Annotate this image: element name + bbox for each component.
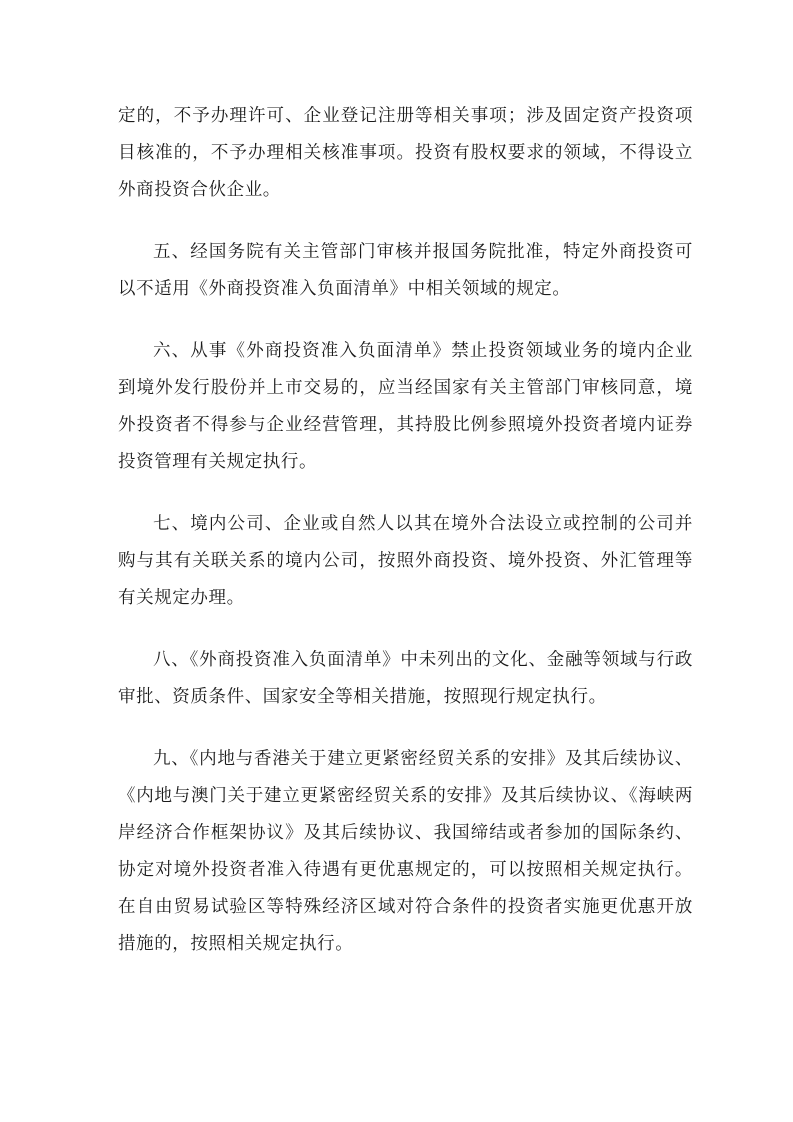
paragraph-item-5: 五、经国务院有关主管部门审核并报国务院批准，特定外商投资可以不适用《外商投资准入负面清单》中相关领域的规定。: [118, 242, 693, 299]
paragraph-item-7: 七、境内公司、企业或自然人以其在境外合法设立或控制的公司并购与其有关联关系的境内公司，按照外商投资、境外投资、外汇管理等有关规定办理。: [118, 514, 693, 608]
document-body: [118, 98, 693, 963]
paragraph-continuation: 定的，不予办理许可、企业登记注册等相关事项；涉及固定资产投资项目核准的，不予办理相关核准事项。投资有股权要求的领域，不得设立外商投资合伙企业。: [118, 106, 693, 200]
paragraph-item-6: 六、从事《外商投资准入负面清单》禁止投资领域业务的境内企业到境外发行股份并上市交易的，应当经国家有关主管部门审核同意，境外投资者不得参与企业经营管理，其持股比例参照境外投资者境内证券投资管理有关规定执行。: [118, 341, 693, 472]
paragraph-item-8: 八、《外商投资准入负面清单》中未列出的文化、金融等领域与行政审批、资质条件、国家安全等相关措施，按照现行规定执行。: [118, 650, 693, 707]
paragraph-item-9: 九、《内地与香港关于建立更紧密经贸关系的安排》及其后续协议、《内地与澳门关于建立更紧密经贸关系的安排》及其后续协议、《海峡两岸经济合作框架协议》及其后续协议、我国缔结或者参加的国际条约、协定对境外投资者准入待遇有更优惠规定的，可以按照相关规定执行。在自由贸易试验区等特殊经济区域对符合条件的投资者实施更优惠开放措施的，按照相关规定执行。: [118, 749, 693, 954]
